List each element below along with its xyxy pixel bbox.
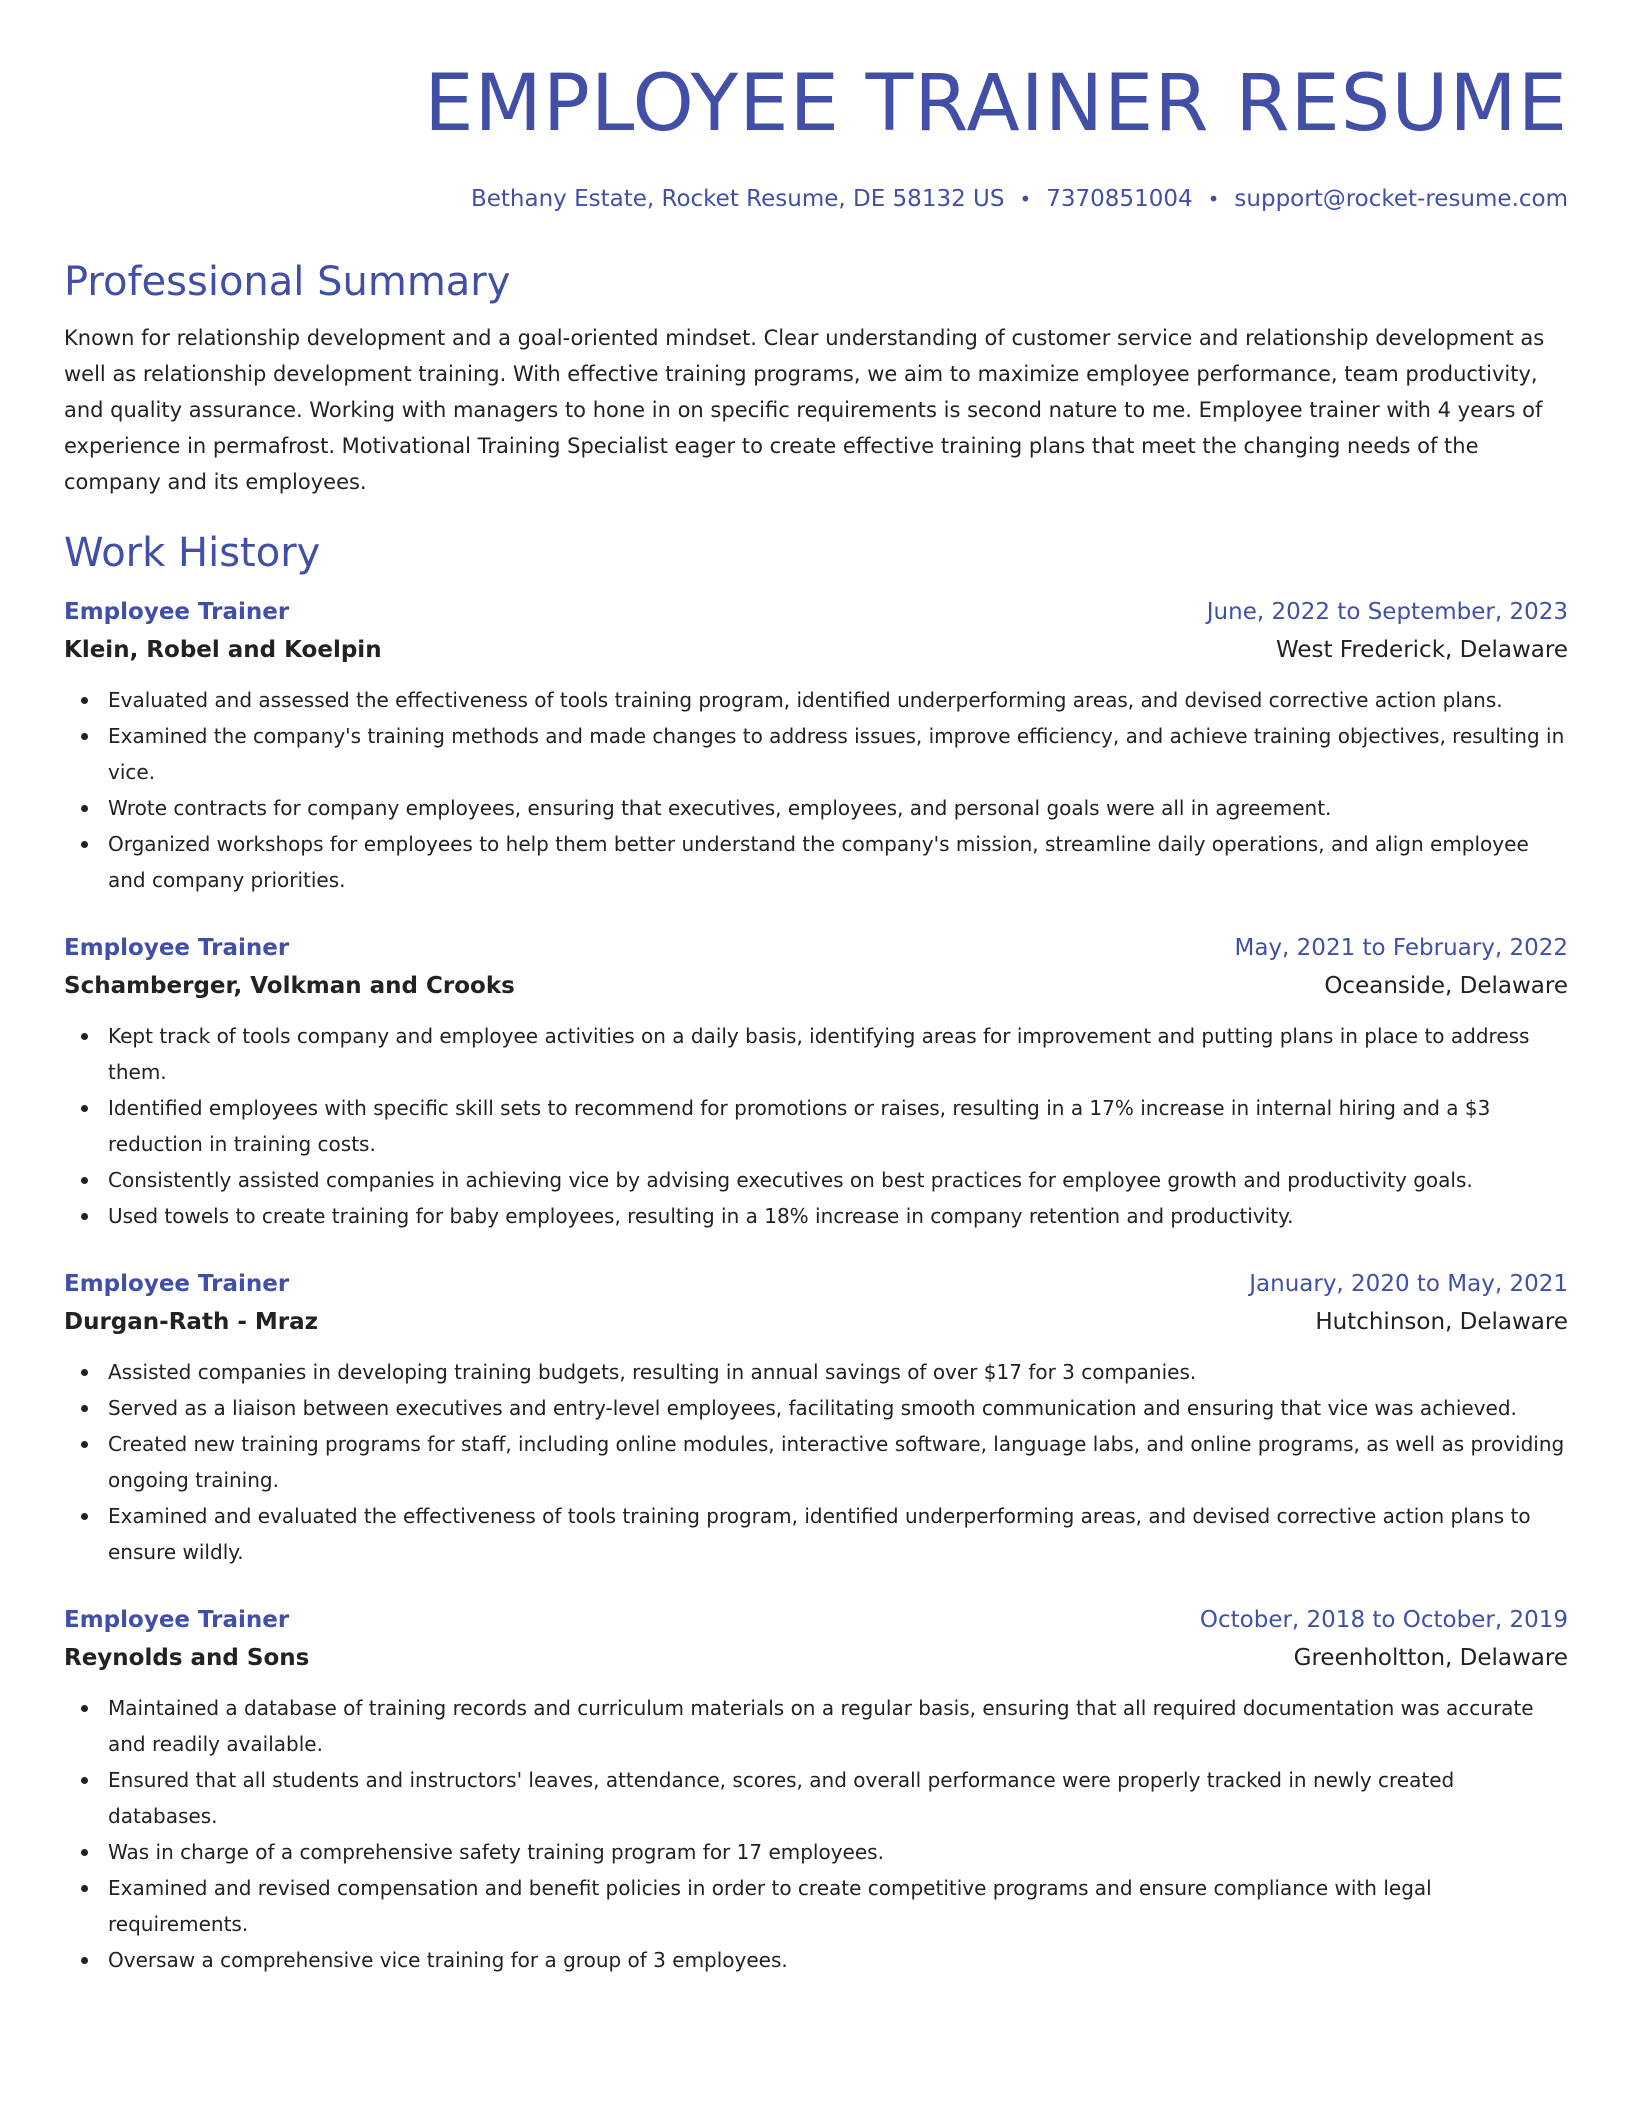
job-company: Klein, Robel and Koelpin xyxy=(64,637,382,663)
job-bullet: Examined and revised compensation and benefit policies in order to create competitive programs and ensure compliance with legal requirements. xyxy=(108,1870,1568,1942)
contact-separator: • xyxy=(1207,187,1220,211)
job-entry xyxy=(64,1266,1568,1570)
job-location: West Frederick, Delaware xyxy=(1275,637,1568,663)
job-bullet: Examined the company's training methods and made changes to address issues, improve efficiency, and achieve training objectives, resulting in vice. xyxy=(108,718,1568,790)
job-entry xyxy=(64,930,1568,1234)
job-dates: October, 2018 to October, 2019 xyxy=(1199,1607,1568,1633)
job-bullet: Identified employees with specific skill sets to recommend for promotions or raises, resulting in a 17% increase in internal hiring and a $3 reduction in training costs. xyxy=(108,1090,1568,1162)
resume-page xyxy=(64,0,1568,1978)
contact-line xyxy=(64,184,1568,214)
job-location: Oceanside, Delaware xyxy=(1324,973,1568,999)
job-bullet: Assisted companies in developing training budgets, resulting in annual savings of over $17 for 3 companies. xyxy=(108,1354,1568,1390)
job-bullet: Served as a liaison between executives and entry-level employees, facilitating smooth communication and ensuring that vice was achieved. xyxy=(108,1390,1568,1426)
job-entry xyxy=(64,1602,1568,1978)
job-bullet: Oversaw a comprehensive vice training for a group of 3 employees. xyxy=(108,1942,1568,1978)
job-title: Employee Trainer xyxy=(64,935,290,961)
job-location: Greenholtton, Delaware xyxy=(1293,1645,1568,1671)
job-title: Employee Trainer xyxy=(64,599,290,625)
job-bullet: Organized workshops for employees to help them better understand the company's mission, streamline daily operations, and align employee and company priorities. xyxy=(108,826,1568,898)
contact-address: Bethany Estate, Rocket Resume, DE 58132 US xyxy=(470,186,1005,212)
job-bullet: Created new training programs for staff, including online modules, interactive software, language labs, and online programs, as well as providing ongoing training. xyxy=(108,1426,1568,1498)
job-bullet: Examined and evaluated the effectiveness of tools training program, identified underperforming areas, and devised corrective action plans to ensure wildly. xyxy=(108,1498,1568,1570)
contact-email: support@rocket-resume.com xyxy=(1234,186,1568,212)
work-history-heading: Work History xyxy=(64,530,321,576)
job-bullets xyxy=(64,1018,1568,1234)
job-bullets xyxy=(64,1354,1568,1570)
job-bullet: Ensured that all students and instructors' leaves, attendance, scores, and overall performance were properly tracked in newly created databases. xyxy=(108,1762,1568,1834)
job-bullet: Kept track of tools company and employee activities on a daily basis, identifying areas for improvement and putting plans in place to address them. xyxy=(108,1018,1568,1090)
job-title: Employee Trainer xyxy=(64,1271,290,1297)
job-bullet: Used towels to create training for baby employees, resulting in a 18% increase in company retention and productivity. xyxy=(108,1198,1568,1234)
job-dates: January, 2020 to May, 2021 xyxy=(1249,1271,1568,1297)
job-title: Employee Trainer xyxy=(64,1607,290,1633)
job-company: Durgan-Rath - Mraz xyxy=(64,1309,319,1335)
job-company: Schamberger, Volkman and Crooks xyxy=(64,973,515,999)
job-dates: May, 2021 to February, 2022 xyxy=(1234,935,1568,961)
job-dates: June, 2022 to September, 2023 xyxy=(1206,599,1568,625)
job-bullet: Consistently assisted companies in achieving vice by advising executives on best practices for employee growth and productivity goals. xyxy=(108,1162,1568,1198)
resume-title: EMPLOYEE TRAINER RESUME xyxy=(424,59,1568,149)
job-bullets xyxy=(64,682,1568,898)
summary-heading: Professional Summary xyxy=(64,259,511,305)
job-entry xyxy=(64,594,1568,898)
job-bullet: Wrote contracts for company employees, ensuring that executives, employees, and personal goals were all in agreement. xyxy=(108,790,1568,826)
contact-separator: • xyxy=(1019,187,1032,211)
job-company: Reynolds and Sons xyxy=(64,1645,310,1671)
job-location: Hutchinson, Delaware xyxy=(1315,1309,1568,1335)
job-bullet: Maintained a database of training records and curriculum materials on a regular basis, ensuring that all required documentation was accurate and readily available. xyxy=(108,1690,1568,1762)
job-bullets xyxy=(64,1690,1568,1978)
contact-phone: 7370851004 xyxy=(1046,186,1193,212)
summary-text: Known for relationship development and a goal-oriented mindset. Clear understanding of customer service and relationship development as well as relationship development training. With effective training programs, we aim to maximize employee performance, team productivity, and quality assurance. Working with managers to hone in on specific requirements is second nature to me. Employee trainer with 4 years of experience in permafrost. Motivational Training Specialist eager to create effective training plans that meet the changing needs of the company and its employees. xyxy=(64,326,1545,494)
job-bullet: Evaluated and assessed the effectiveness of tools training program, identified underperforming areas, and devised corrective action plans. xyxy=(108,682,1568,718)
job-bullet: Was in charge of a comprehensive safety training program for 17 employees. xyxy=(108,1834,1568,1870)
